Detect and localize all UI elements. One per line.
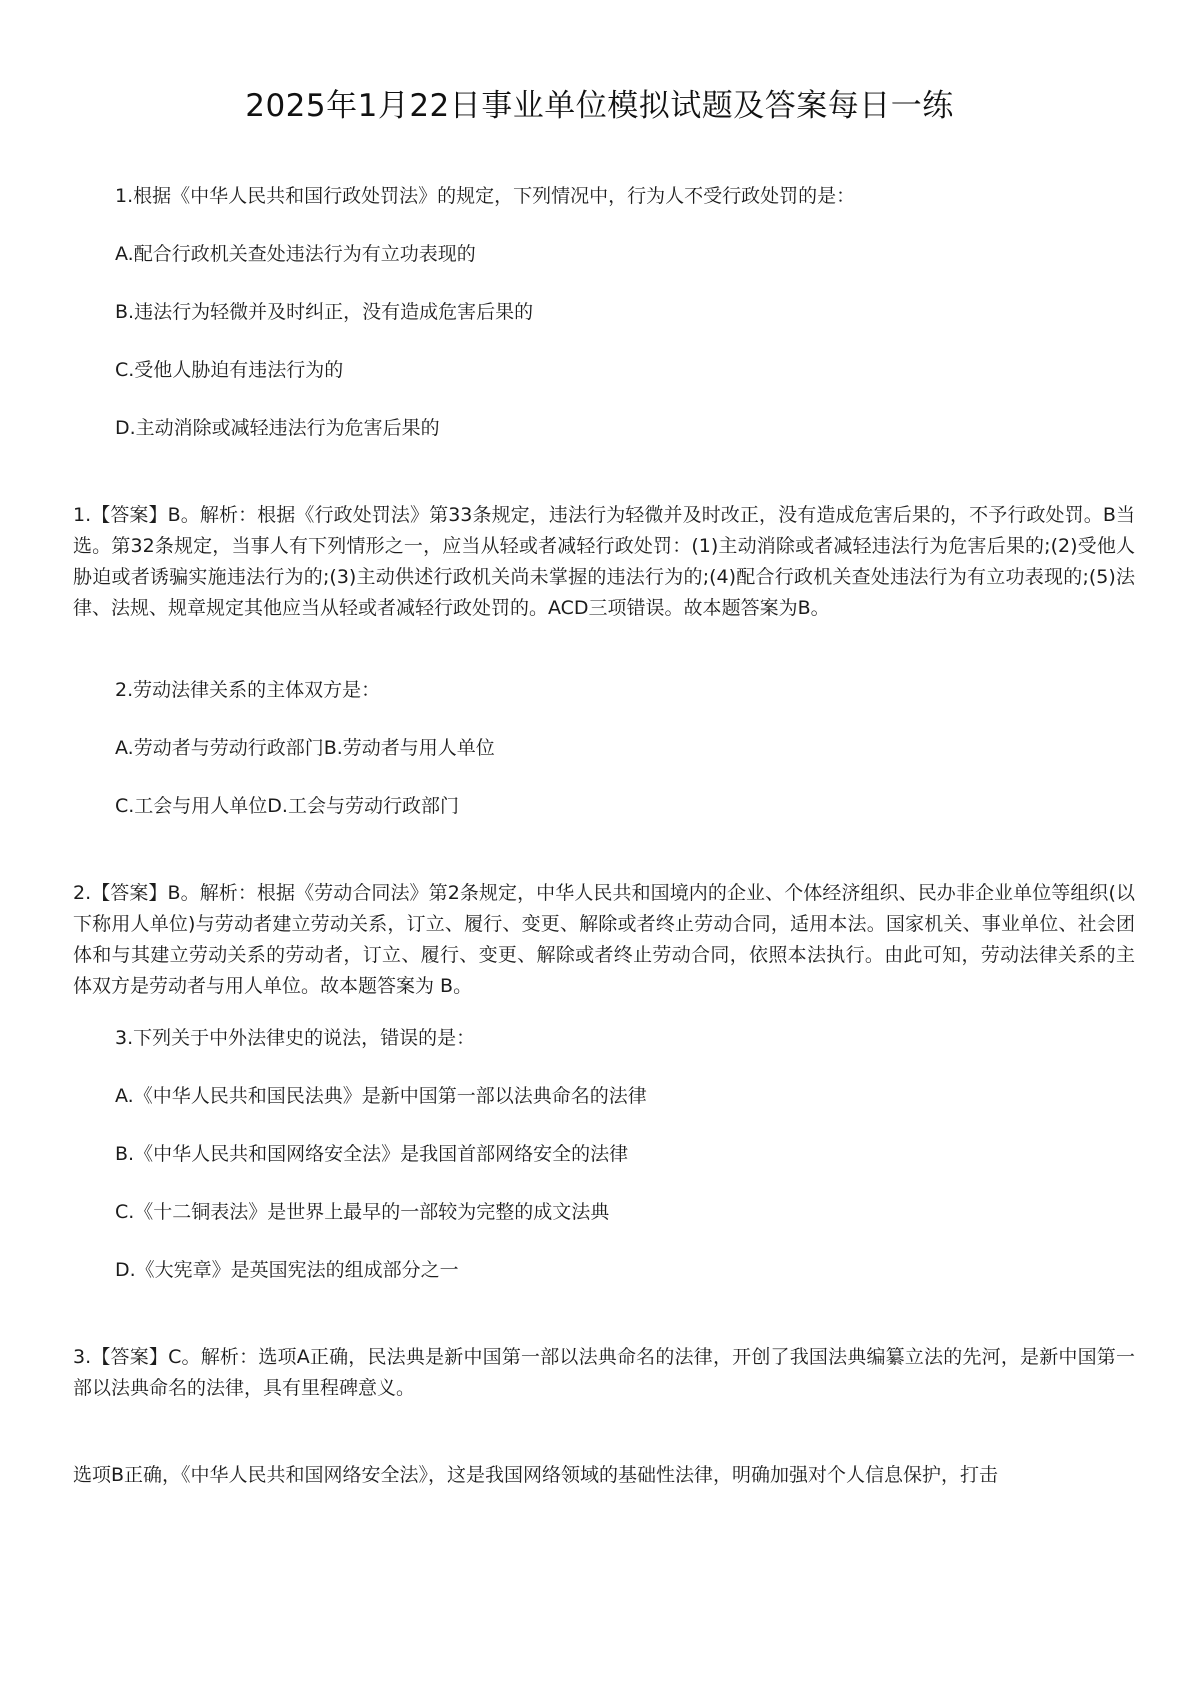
question-3-option-d: D.《大宪章》是英国宪法的组成部分之一 <box>115 1259 459 1281</box>
question-1-option-d: D.主动消除或减轻违法行为危害后果的 <box>115 417 440 439</box>
question-1-stem: 1.根据《中华人民共和国行政处罚法》的规定，下列情况中，行为人不受行政处罚的是： <box>115 185 856 207</box>
question-3-option-a: A.《中华人民共和国民法典》是新中国第一部以法典命名的法律 <box>115 1085 647 1107</box>
question-2-options-cd: C.工会与用人单位D.工会与劳动行政部门 <box>115 795 459 817</box>
question-2-options-ab: A.劳动者与劳动行政部门B.劳动者与用人单位 <box>115 737 495 759</box>
question-1-option-a: A.配合行政机关查处违法行为有立功表现的 <box>115 243 476 265</box>
question-1-option-b: B.违法行为轻微并及时纠正，没有造成危害后果的 <box>115 301 534 323</box>
question-1-option-c: C.受他人胁迫有违法行为的 <box>115 359 344 381</box>
question-3-answer: 3.【答案】C。解析：选项A正确，民法典是新中国第一部以法典命名的法律，开创了我国法典编纂立法的先河，是新中国第一部以法典命名的法律，具有里程碑意义。 <box>73 1346 1135 1399</box>
question-3-stem: 3.下列关于中外法律史的说法，错误的是： <box>115 1027 476 1049</box>
question-3-option-b: B.《中华人民共和国网络安全法》是我国首部网络安全的法律 <box>115 1143 629 1165</box>
question-2-stem: 2.劳动法律关系的主体双方是： <box>115 679 381 701</box>
question-3-option-c: C.《十二铜表法》是世界上最早的一部较为完整的成文法典 <box>115 1201 610 1223</box>
question-2-answer: 2.【答案】B。解析：根据《劳动合同法》第2条规定，中华人民共和国境内的企业、个体经济组织、民办非企业单位等组织(以下称用人单位)与劳动者建立劳动关系，订立、履行、变更、解除或者终止劳动合同，适用本法。国家机关、事业单位、社会团体和与其建立劳动关系的劳动者，订立、履行、变更、解除或者终止劳动合同，依照本法执行。由此可知，劳动法律关系的主体双方是劳动者与用人单位。故本题答案为 B。 <box>73 882 1135 997</box>
page-title: 2025年1月22日事业单位模拟试题及答案每日一练 <box>245 88 954 124</box>
question-3-answer-continued: 选项B正确，《中华人民共和国网络安全法》，这是我国网络领域的基础性法律，明确加强对个人信息保护，打击 <box>73 1464 999 1486</box>
question-1-answer: 1.【答案】B。解析：根据《行政处罚法》第33条规定，违法行为轻微并及时改正，没有造成危害后果的，不予行政处罚。B当选。第32条规定，当事人有下列情形之一，应当从轻或者减轻行政处罚：(1)主动消除或者减轻违法行为危害后果的;(2)受他人胁迫或者诱骗实施违法行为的;(3)主动供述行政机关尚未掌握的违法行为的;(4)配合行政机关查处违法行为有立功表现的;(5)法律、法规、规章规定其他应当从轻或者减轻行政处罚的。ACD三项错误。故本题答案为B。 <box>73 504 1135 619</box>
